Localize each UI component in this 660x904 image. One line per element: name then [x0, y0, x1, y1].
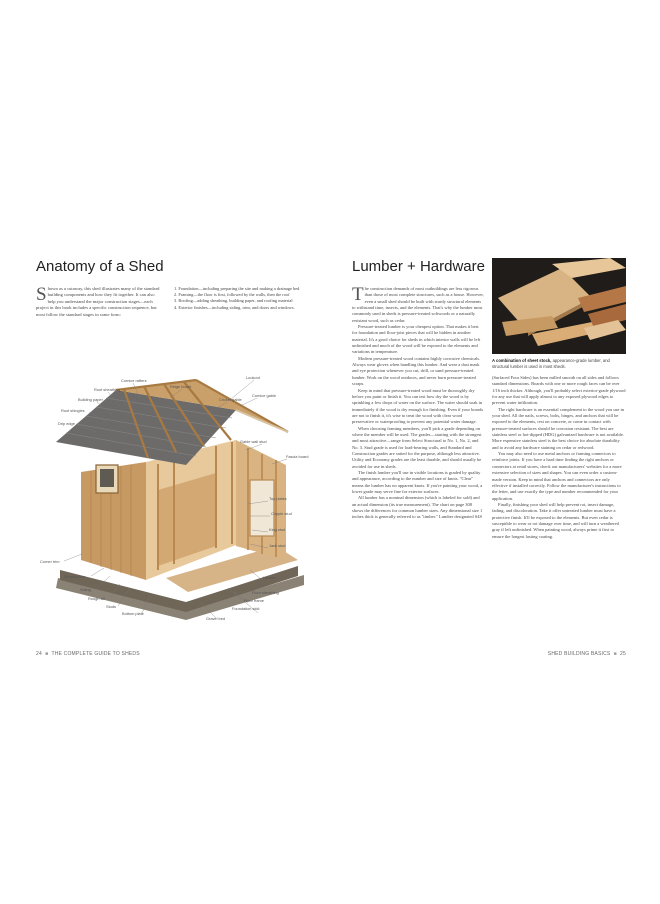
callout-roof-sheathing: Roof sheathing: [94, 387, 121, 392]
col2-paragraph: Finally, finishing your shed will help prevent rot, insect damage, fading, and discoloration. Take it offer untreated lumber must have a protective finish. It'll be exposed to the elements. But even cedar is susceptible to wear or rot damage over time, and will turn a weathered gray if left unfinished. When painting wood, always prime it first to ensure the longest lasting coating.: [492, 501, 619, 539]
callout-fascia-board: Fascia board: [286, 454, 309, 459]
callout-gravel-bed: Gravel bed: [206, 616, 226, 621]
callout-foundation-skid: Foundation skid: [232, 606, 260, 611]
caption-text: appearance-grade lumber, and structural lumber is used in most sheds.: [492, 358, 610, 369]
callout-siding: Siding: [80, 587, 91, 592]
callout-floor-sheathing: Floor sheathing: [252, 590, 279, 595]
callout-floor-frame: Floor frame: [244, 598, 264, 603]
callout-corner-trim: Corner trim: [40, 559, 60, 564]
right-page-number: 25: [620, 651, 626, 657]
col1-paragraph: Keep in mind that pressure-treated wood must be thoroughly dry before you paint or finish it. You can test how dry the wood is by sprinkling a few drops of water on the surface. The water should soak in immediately if the wood is dry enough for finishing. Even if your boards are not to finish it, it's wise to treat the wood with clear wood preservative or waterproofing to prevent any potential water damage.: [352, 387, 484, 425]
col2-paragraph: (Surfaced Four Sides) has been milled smooth on all sides and follows standard dimensions. Boards with one or more rough faces can be over 1/16 inch thicker. Although, you'll probably select exterior-grade plywood for any use that will apply almost to any exposed plywood edges to prevent water infiltration.: [492, 375, 626, 406]
col1-paragraph: Pressure-treated lumber is your cheapest option. That makes it best for foundation and floor-joist pieces that will be hidden in another material. It's a good choice for sheds in which interior walls will be left unfinished and much of the wood will be exposed to the elements and variations in temperature.: [352, 324, 481, 355]
callout-header: Header: [263, 575, 276, 580]
col1-paragraph: Modern pressure-treated wood contains highly corrosive chemicals. Always wear gloves when handling this lumber. And wear a dust mask and eye protection whenever you cut, drill, or sand pressure-treated lumber. Work on the wood outdoors, and never burn pressure-treated scraps.: [352, 355, 481, 387]
callout-studs: Studs: [106, 604, 116, 609]
callout-jack-stud: Jack stud: [269, 543, 286, 548]
callout-cornice-gable: Cornice gable: [252, 393, 277, 398]
right-footer-title: SHED BUILDING BASICS: [547, 651, 611, 657]
stage-item: 2. Framing—the floor is first, followed by the walls, then the roof: [174, 292, 290, 298]
col1-paragraph: The finish lumber you'll use in visible locations is graded by quality and appearance, according to the number and size of knots. "Clear" means the lumber has no apparent knots. If you're painting your wood, a lower grade may serve fine for exterior surfaces.: [352, 469, 483, 494]
right-column-2: [492, 375, 626, 540]
col1-dropcap: T: [352, 284, 364, 305]
footer-bullet: ■: [43, 651, 50, 657]
callout-lookout: Lookout: [246, 375, 260, 380]
stage-item: 1. Foundation—including preparing the site and making a drainage bed: [174, 286, 300, 291]
intro-dropcap: S: [36, 284, 47, 305]
col2-paragraph: You may also need to use metal anchors or framing connectors to reinforce joints. If you have a hard time finding the right anchors or connectors at retail stores, check out manufacturers' websites for a more extensive selection of sizes and shapes. You can even order a custom-made version. Keep in mind that anchors and connectors are only effective if installed correctly. Follow the manufacturer's instructions to the letter, and use exactly the type and number recommended for your application.: [492, 451, 622, 501]
stage-item: 3. Roofing—adding sheathing, building paper, and roofing material: [174, 298, 293, 304]
callout-roof-shingles: Roof shingles: [61, 408, 85, 413]
lumber-photo: [492, 258, 626, 354]
right-page-title: Lumber + Hardware: [352, 258, 485, 275]
callout-cripple-stud: Cripple stud: [271, 511, 292, 516]
callout-top-plates: Top plates: [269, 496, 287, 501]
construction-stages-list: [174, 286, 302, 311]
left-footer-title: THE COMPLETE GUIDE TO SHEDS: [51, 651, 140, 657]
stage-item: 4. Exterior finishes—including siding, trim, and doors and windows.: [174, 304, 295, 310]
footer-bullet: ■: [612, 651, 619, 657]
callout-building-paper: Building paper: [78, 397, 103, 402]
callout-rough-sill: Rough sill: [88, 596, 106, 601]
intro-text: hown as a cutaway, this shed illustrates many of the standard building components and how they fit together. It can also help you understand the major construction stages—each project in this book includes a specific construction sequence, but most follow the standard stages in some form:: [36, 286, 160, 317]
photo-caption: [492, 358, 626, 369]
callout-gable-wall-stud: Gable wall stud: [240, 439, 267, 444]
right-column-1: [352, 286, 484, 521]
right-footer: [548, 651, 626, 657]
callout-cornice-rafters: Cornice rafters: [121, 378, 147, 383]
col1-paragraph: All lumber has a nominal dimension (which is labeled for sold) and an actual dimension (its true measurement). The chart on page 308 shows the differences for common lumber sizes. Any dimensional size 1 inches thick is generally referred to as "timber." Lumber designated S4S: [352, 495, 483, 520]
col1-paragraph: The construction demands of most outbuildings are less rigorous than those of most complete structures, such as a house. However, even a small shed should be built with sturdy structural elements to withstand time, insects, and the elements. That's why the lumber most commonly used in sheds is pressure-treated softwoods or a naturally resistant wood, such as cedar.: [352, 284, 484, 323]
caption-bold: A combination of sheet stock,: [492, 358, 552, 363]
left-page-number: 24: [36, 651, 42, 657]
col1-paragraph: When choosing framing members, you'll pick a grade depending on where the member will be used. The grades—starting with the strongest and most attractive—range from Select Structural to No. 1, No. 2, and No. 3. Stud grade is used for load-bearing walls, and Standard and Construction grades are suited for the purpose, although less attractive. Utility and Economy grades are the least durable, and should usually be avoided for use in sheds.: [352, 425, 482, 469]
callout-ridge-board: Ridge board: [170, 384, 192, 389]
left-intro: [36, 286, 162, 318]
left-page-title: Anatomy of a Shed: [36, 258, 164, 275]
callout-cricket-gable: Cricket gable: [219, 397, 242, 402]
col2-paragraph: The right hardware is an essential complement to the wood you use in your shed. All the nails, screws, bolts, hinges, and anchors that will be exposed to the elements, rest on concrete, or come in contact with pressure-treated surfaces should be corrosion resistant. The best are stainless steel or hot-dipped (HDG) galvanized hardware is not available. More expensive stainless steel is the best choice for absolute durability and to avoid any hardware staining on cedar or redwood.: [492, 406, 624, 450]
callout-drip-edge: Drip edge: [58, 421, 75, 426]
callout-king-stud: King stud: [269, 527, 286, 532]
callout-bottom-plate: Bottom plate: [122, 611, 144, 616]
left-footer: [36, 651, 140, 657]
callout-window-trim: Window trim: [64, 574, 86, 579]
